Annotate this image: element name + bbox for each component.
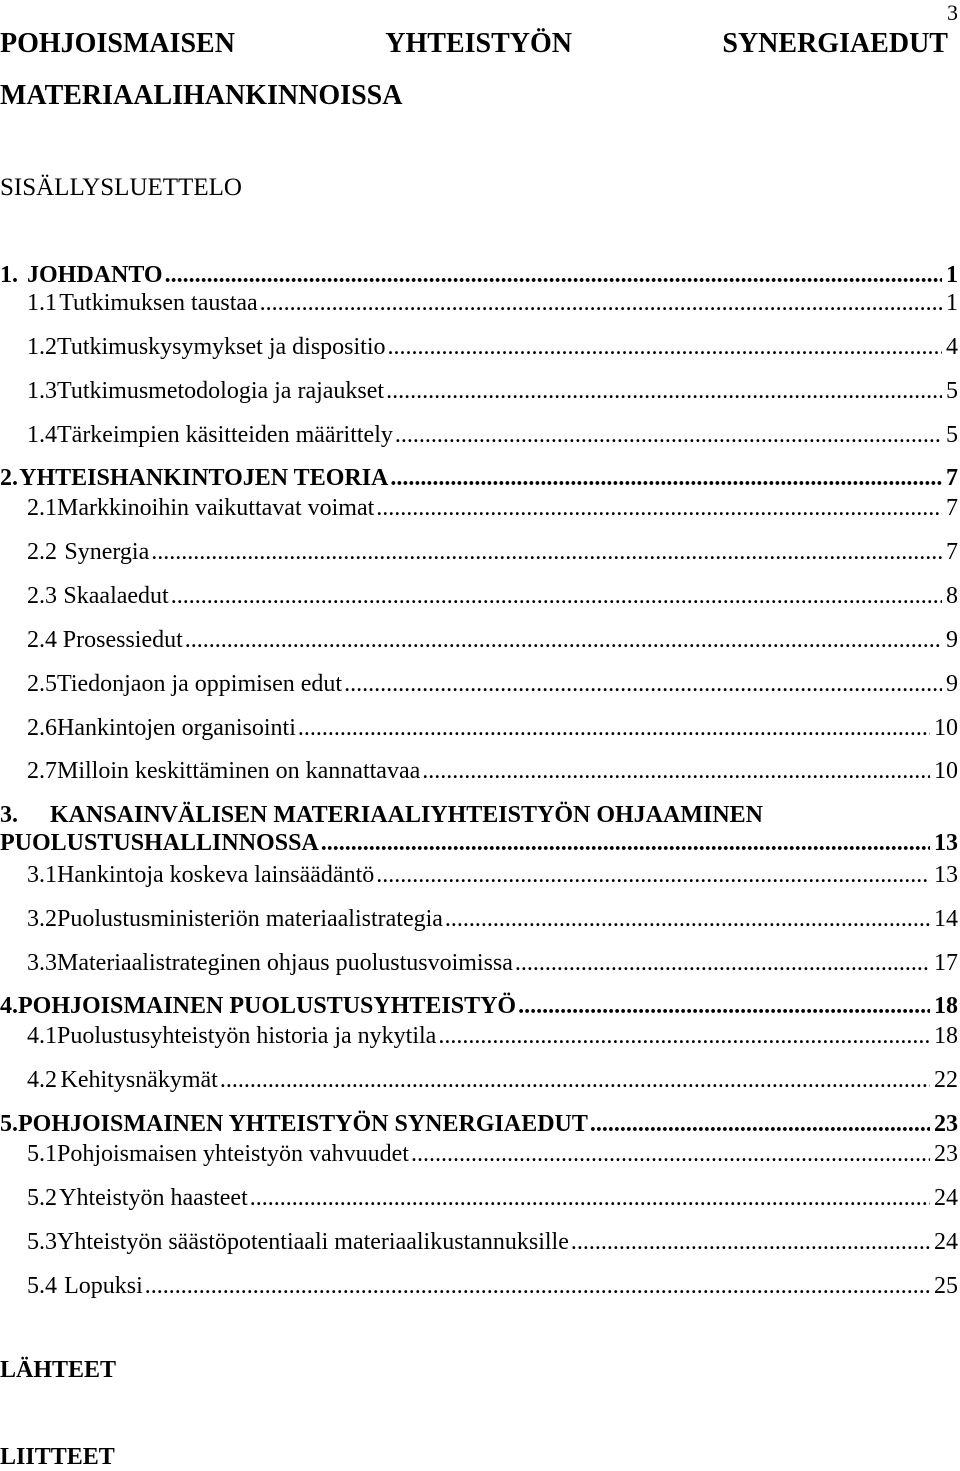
toc-entry-label: Synergia bbox=[64, 539, 150, 565]
toc-entry-label: Tutkimuskysymykset ja dispositio bbox=[57, 334, 386, 360]
toc-entry-1-3[interactable] bbox=[0, 378, 960, 410]
toc-entry-number: 5. bbox=[0, 1111, 18, 1137]
toc-leader-dots bbox=[445, 906, 930, 933]
page-number: 3 bbox=[947, 0, 958, 25]
toc-entry-label: Puolustusyhteistyön historia ja nykytila bbox=[57, 1023, 437, 1049]
toc-entry-page: 22 bbox=[934, 1067, 958, 1093]
toc-entry-page: 10 bbox=[934, 758, 958, 784]
toc-leader-dots bbox=[185, 627, 942, 654]
toc-entry-page: 7 bbox=[946, 495, 958, 521]
toc-entry-4-2[interactable] bbox=[0, 1067, 960, 1099]
toc-entry-label: PUOLUSTUSHALLINNOSSA bbox=[0, 830, 319, 856]
toc-entry-page: 5 bbox=[946, 378, 958, 404]
toc-entry-label: Markkinoihin vaikuttavat voimat bbox=[57, 495, 375, 521]
toc-entry-number: 2.1 bbox=[27, 495, 57, 521]
document-title-line-2: MATERIAALIHANKINNOISSA bbox=[0, 80, 403, 111]
toc-entry-number: 2.2 bbox=[27, 539, 57, 565]
toc-entry-page: 13 bbox=[934, 862, 958, 888]
toc-entry-2-3[interactable] bbox=[0, 583, 960, 615]
toc-entry-1-1[interactable] bbox=[0, 290, 960, 322]
toc-leader-dots bbox=[590, 1111, 930, 1138]
toc-entry-1-2[interactable] bbox=[0, 334, 960, 366]
toc-leader-dots bbox=[321, 830, 930, 857]
toc-entry-3-1[interactable] bbox=[0, 862, 960, 894]
toc-entry-page: 10 bbox=[934, 715, 958, 741]
toc-leader-dots bbox=[411, 1141, 930, 1168]
toc-entry-number: 5.4 bbox=[27, 1273, 57, 1299]
toc-leader-dots bbox=[376, 495, 942, 522]
toc-entry-number: 2.5 bbox=[27, 671, 57, 697]
toc-entry-label: Hankintojen organisointi bbox=[57, 715, 296, 741]
toc-entry-page: 17 bbox=[934, 950, 958, 976]
toc-entry-number: 2.4 bbox=[27, 627, 57, 653]
toc-entry-page: 9 bbox=[946, 627, 958, 653]
toc-entry-page: 8 bbox=[946, 583, 958, 609]
toc-entry-label: Puolustusministeriön materiaalistrategia bbox=[57, 906, 443, 932]
toc-entry-number: 5.2 bbox=[27, 1185, 57, 1211]
toc-entry-number: 3.2 bbox=[27, 906, 57, 932]
toc-entry-label: Prosessiedut bbox=[62, 627, 183, 653]
toc-entry-number: 2. bbox=[0, 465, 18, 491]
toc-entry-label: Yhteistyön haasteet bbox=[59, 1185, 248, 1211]
toc-entry-number: 1.3 bbox=[27, 378, 57, 404]
appendices-heading: LIITTEET bbox=[0, 1444, 115, 1470]
toc-entry-number: 3.1 bbox=[27, 862, 57, 888]
toc-entry-label: Yhteistyön säästöpotentiaali materiaalikustannuksille bbox=[57, 1229, 569, 1255]
toc-entry-1-4[interactable] bbox=[0, 422, 960, 454]
toc-entry-label: Pohjoismaisen yhteistyön vahvuudet bbox=[57, 1141, 409, 1167]
toc-entry-3-3[interactable] bbox=[0, 950, 960, 982]
toc-leader-dots bbox=[438, 1023, 930, 1050]
toc-entry-number: 2.6 bbox=[27, 715, 57, 741]
toc-entry-number: 1. bbox=[0, 262, 18, 288]
toc-entry-label: Materiaalistrateginen ohjaus puolustusvoimissa bbox=[57, 950, 513, 976]
toc-entry-page: 5 bbox=[946, 422, 958, 448]
toc-leader-dots bbox=[390, 465, 942, 492]
toc-entry-number: 4. bbox=[0, 993, 18, 1019]
toc-leader-dots bbox=[518, 993, 930, 1020]
toc-entry-page: 7 bbox=[946, 465, 958, 491]
toc-entry-2-5[interactable] bbox=[0, 671, 960, 703]
toc-entry-line-2 bbox=[0, 830, 960, 862]
toc-entry-2[interactable] bbox=[0, 465, 960, 497]
toc-entry-4-1[interactable] bbox=[0, 1023, 960, 1055]
toc-entry-number: 5.1 bbox=[27, 1141, 57, 1167]
toc-entry-number: 1.1 bbox=[27, 290, 57, 316]
toc-entry-2-2[interactable] bbox=[0, 539, 960, 571]
toc-heading: SISÄLLYSLUETTELO bbox=[0, 174, 242, 201]
toc-entry-page: 23 bbox=[934, 1111, 958, 1137]
toc-leader-dots bbox=[386, 378, 942, 405]
toc-entry-number: 5.3 bbox=[27, 1229, 57, 1255]
toc-entry-label: Tutkimusmetodologia ja rajaukset bbox=[57, 378, 385, 404]
toc-leader-dots bbox=[422, 758, 930, 785]
toc-entry-5[interactable] bbox=[0, 1111, 960, 1143]
toc-entry-3-2[interactable] bbox=[0, 906, 960, 938]
toc-entry-2-1[interactable] bbox=[0, 495, 960, 527]
toc-entry-number: 4.1 bbox=[27, 1023, 57, 1049]
toc-entry-label: Skaalaedut bbox=[63, 583, 169, 609]
toc-leader-dots bbox=[165, 262, 942, 289]
toc-entry-5-1[interactable] bbox=[0, 1141, 960, 1173]
document-title-line-1 bbox=[0, 28, 948, 60]
toc-entry-page: 9 bbox=[946, 671, 958, 697]
toc-entry-page: 1 bbox=[946, 262, 958, 288]
toc-leader-dots bbox=[298, 715, 930, 742]
toc-entry-label: Lopuksi bbox=[64, 1273, 143, 1299]
toc-entry-page: 14 bbox=[934, 906, 958, 932]
toc-entry-label: POHJOISMAINEN YHTEISTYÖN SYNERGIAEDUT bbox=[18, 1111, 588, 1137]
toc-entry-label: Tutkimuksen taustaa bbox=[59, 290, 258, 316]
toc-entry-label: Tiedonjaon ja oppimisen edut bbox=[57, 671, 343, 697]
toc-entry-page: 23 bbox=[934, 1141, 958, 1167]
toc-entry-label: YHTEISHANKINTOJEN TEORIA bbox=[19, 465, 389, 491]
toc-leader-dots bbox=[515, 950, 930, 977]
toc-leader-dots bbox=[250, 1185, 930, 1212]
toc-entry-label: Tärkeimpien käsitteiden määrittely bbox=[57, 422, 393, 448]
toc-entry-page: 4 bbox=[946, 334, 958, 360]
toc-leader-dots bbox=[220, 1067, 930, 1094]
toc-entry-number: 2.7 bbox=[27, 758, 57, 784]
toc-entry-page: 24 bbox=[934, 1185, 958, 1211]
toc-entry-page: 7 bbox=[946, 539, 958, 565]
toc-entry-page: 18 bbox=[934, 1023, 958, 1049]
toc-entry-2-7[interactable] bbox=[0, 758, 960, 790]
toc-entry-label: Hankintoja koskeva lainsäädäntö bbox=[57, 862, 375, 888]
title-word: SYNERGIAEDUT bbox=[722, 28, 948, 59]
toc-entry-page: 24 bbox=[934, 1229, 958, 1255]
toc-entry-page: 18 bbox=[934, 993, 958, 1019]
toc-entry-label: KANSAINVÄLISEN MATERIAALIYHTEISTYÖN OHJAAMINEN bbox=[50, 802, 763, 828]
toc-entry-number: 2.3 bbox=[27, 583, 57, 609]
toc-entry-page: 1 bbox=[946, 290, 958, 316]
title-word: POHJOISMAISEN bbox=[0, 28, 235, 59]
toc-entry-5-4[interactable] bbox=[0, 1273, 960, 1305]
toc-leader-dots bbox=[344, 671, 942, 698]
toc-leader-dots bbox=[145, 1273, 930, 1300]
toc-leader-dots bbox=[571, 1229, 930, 1256]
toc-entry-number: 1.4 bbox=[27, 422, 57, 448]
toc-leader-dots bbox=[395, 422, 942, 449]
toc-entry-label: Milloin keskittäminen on kannattavaa bbox=[57, 758, 421, 784]
toc-leader-dots bbox=[151, 539, 942, 566]
toc-entry-number: 3. bbox=[0, 802, 18, 828]
toc-entry-2-4[interactable] bbox=[0, 627, 960, 659]
title-word: YHTEISTYÖN bbox=[385, 28, 573, 59]
toc-leader-dots bbox=[260, 290, 942, 317]
toc-entry-number: 4.2 bbox=[27, 1067, 57, 1093]
references-heading: LÄHTEET bbox=[0, 1357, 117, 1383]
toc-entry-5-3[interactable] bbox=[0, 1229, 960, 1261]
toc-entry-label: Kehitysnäkymät bbox=[60, 1067, 218, 1093]
toc-entry-5-2[interactable] bbox=[0, 1185, 960, 1217]
toc-leader-dots bbox=[376, 862, 930, 889]
toc-entry-page: 25 bbox=[934, 1273, 958, 1299]
toc-entry-label: JOHDANTO bbox=[27, 262, 163, 288]
toc-entry-number: 1.2 bbox=[27, 334, 57, 360]
toc-entry-label: POHJOISMAINEN PUOLUSTUSYHTEISTYÖ bbox=[18, 993, 517, 1019]
toc-leader-dots bbox=[388, 334, 943, 361]
toc-entry-4[interactable] bbox=[0, 993, 960, 1025]
toc-entry-number: 3.3 bbox=[27, 950, 57, 976]
toc-entry-line-1 bbox=[0, 802, 763, 829]
toc-entry-page: 13 bbox=[934, 830, 958, 856]
toc-leader-dots bbox=[171, 583, 942, 610]
toc-entry-2-6[interactable] bbox=[0, 715, 960, 747]
